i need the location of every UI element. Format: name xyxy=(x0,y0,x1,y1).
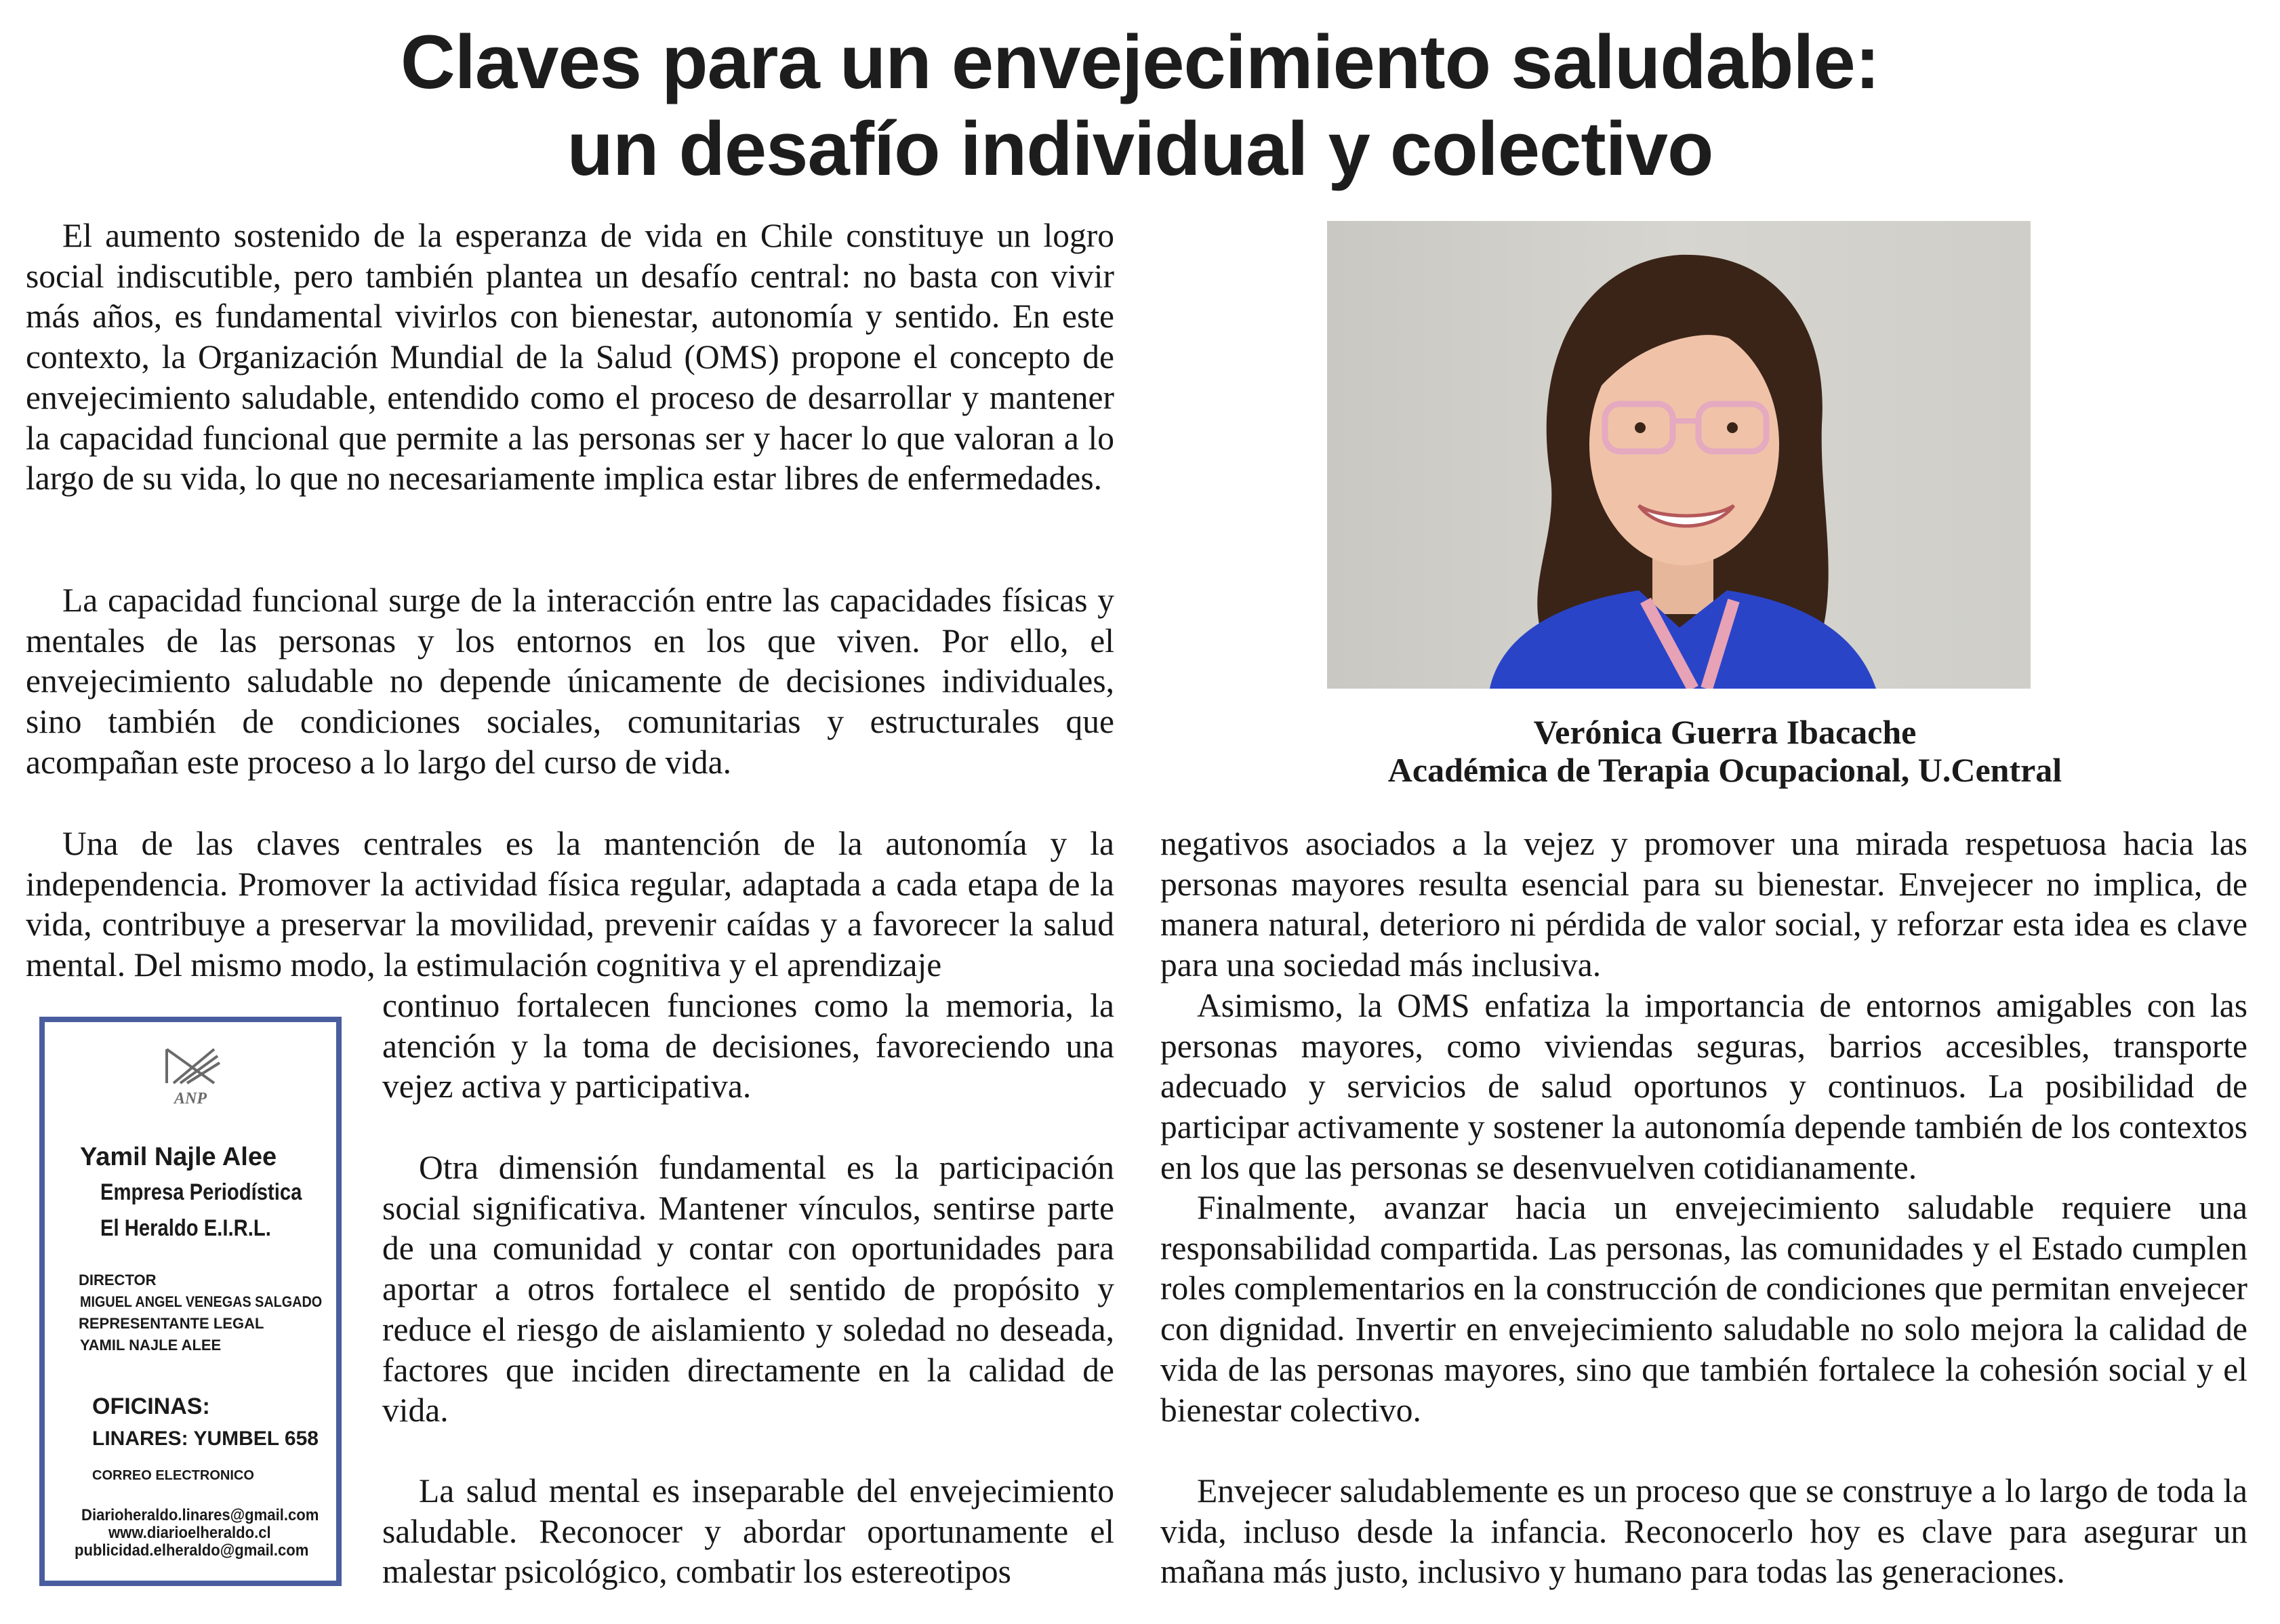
headline-line-2: un desafío individual y colectivo xyxy=(567,106,1713,191)
article-paragraph-8: Envejecer saludablemente es un proceso que se construye a lo largo de toda la vida, incluso desde la infancia. Reconocerlo hoy es clave para asegurar un mañana más justo, inclusivo y humano para todas las generaciones. xyxy=(1160,1472,2247,1591)
masthead-box xyxy=(39,1017,342,1586)
masthead-legal-rep-label: REPRESENTANTE LEGAL xyxy=(79,1315,264,1332)
masthead-director-name: MIGUEL ANGEL VENEGAS SALGADO xyxy=(80,1293,323,1310)
masthead-email-label: CORREO ELECTRONICO xyxy=(92,1468,254,1483)
author-portrait-illustration xyxy=(1327,221,2031,689)
masthead-legal-rep-name: YAMIL NAJLE ALEE xyxy=(80,1337,222,1354)
article-headline xyxy=(0,19,2280,192)
masthead-email-1[interactable]: Diarioheraldo.linares@gmail.com xyxy=(81,1506,319,1524)
author-photo xyxy=(1327,221,2031,689)
article-paragraph-3-continued: continuo fortalecen funciones como la memoria, la atención y la toma de decisiones, favoreciendo una vejez activa y participativa. xyxy=(382,987,1114,1105)
masthead-company-line-1: Empresa Periodística xyxy=(100,1179,302,1205)
masthead-company-line-2: El Heraldo E.I.R.L. xyxy=(100,1215,271,1241)
author-role: Académica de Terapia Ocupacional, U.Central xyxy=(1387,751,2062,789)
anp-logo-text: ANP xyxy=(174,1090,207,1108)
masthead-owner-name: Yamil Najle Alee xyxy=(80,1143,277,1171)
masthead-website[interactable]: www.diarioelheraldo.cl xyxy=(108,1524,271,1542)
article-paragraph-4: Otra dimensión fundamental es la participación social significativa. Mantener vínculos, sentirse parte de una comunidad y contar con oportunidades para aportar a otros fortalece el sentido de propósito y reduce el riesgo de aislamiento y soledad no deseada, factores que inciden directamente en la calidad de vida. xyxy=(382,1149,1114,1429)
article-paragraph-6: Asimismo, la OMS enfatiza la importancia de entornos amigables con las personas mayores, como viviendas seguras, barrios accesibles, transporte adecuado y servicios de salud oportunos y continuos. La posibilidad de participar activamente y sostener la autonomía depende también de los contextos en los que las personas se desenvuelven cotidianamente. xyxy=(1160,987,2247,1186)
article-paragraph-5-continued: negativos asociados a la vejez y promover una mirada respetuosa hacia las personas mayores resulta esencial para su bienestar. Envejecer no implica, de manera natural, deterioro ni pérdida de valor social, y reforzar esta idea es clave para una sociedad más inclusiva. xyxy=(1160,825,2247,984)
masthead-director-label: DIRECTOR xyxy=(79,1272,157,1288)
article-paragraph-3: Una de las claves centrales es la mantención de la autonomía y la independencia. Promover la actividad física regular, adaptada a cada etapa de la vida, contribuye a preservar la movilidad, prevenir caídas y a favorecer la salud mental. Del mismo modo, la estimulación cognitiva y el aprendizaje xyxy=(26,825,1114,984)
article-paragraph-5: La salud mental es inseparable del envejecimiento saludable. Reconocer y abordar oportunamente el malestar psicológico, combatir los estereotipos xyxy=(382,1472,1114,1591)
masthead-email-2[interactable]: publicidad.elheraldo@gmail.com xyxy=(75,1541,309,1560)
anp-logo-icon xyxy=(153,1042,228,1110)
author-caption xyxy=(1234,713,2216,789)
masthead-offices-address: LINARES: YUMBEL 658 xyxy=(92,1427,319,1450)
headline-line-1: Claves para un envejecimiento saludable: xyxy=(400,20,1880,104)
article-paragraph-1: El aumento sostenido de la esperanza de vida en Chile constituye un logro social indiscutible, pero también plantea un desafío central: no basta con vivir más años, es fundamental vivirlos con bienestar, autonomía y sentido. En este contexto, la Organización Mundial de la Salud (OMS) propone el concepto de envejecimiento saludable, entendido como el proceso de desarrollar y mantener la capacidad funcional que permite a las personas ser y hacer lo que valoran a lo largo de su vida, lo que no necesariamente implica estar libres de enfermedades. xyxy=(26,217,1114,498)
masthead-offices-label: OFICINAS: xyxy=(92,1394,210,1419)
author-name: Verónica Guerra Ibacache xyxy=(1533,713,1917,751)
article-paragraph-7: Finalmente, avanzar hacia un envejecimiento saludable requiere una responsabilidad compartida. Las personas, las comunidades y el Estado cumplen roles complementarios en la construcción de condiciones que permitan envejecer con dignidad. Invertir en envejecimiento saludable no solo mejora la calidad de vida de las personas mayores, sino que también fortalece la cohesión social y el bienestar colectivo. xyxy=(1160,1189,2247,1429)
article-paragraph-2: La capacidad funcional surge de la interacción entre las capacidades físicas y mentales de las personas y los entornos en los que viven. Por ello, el envejecimiento saludable no depende únicamente de decisiones individuales, sino también de condiciones sociales, comunitarias y estructurales que acompañan este proceso a lo largo del curso de vida. xyxy=(26,582,1114,781)
